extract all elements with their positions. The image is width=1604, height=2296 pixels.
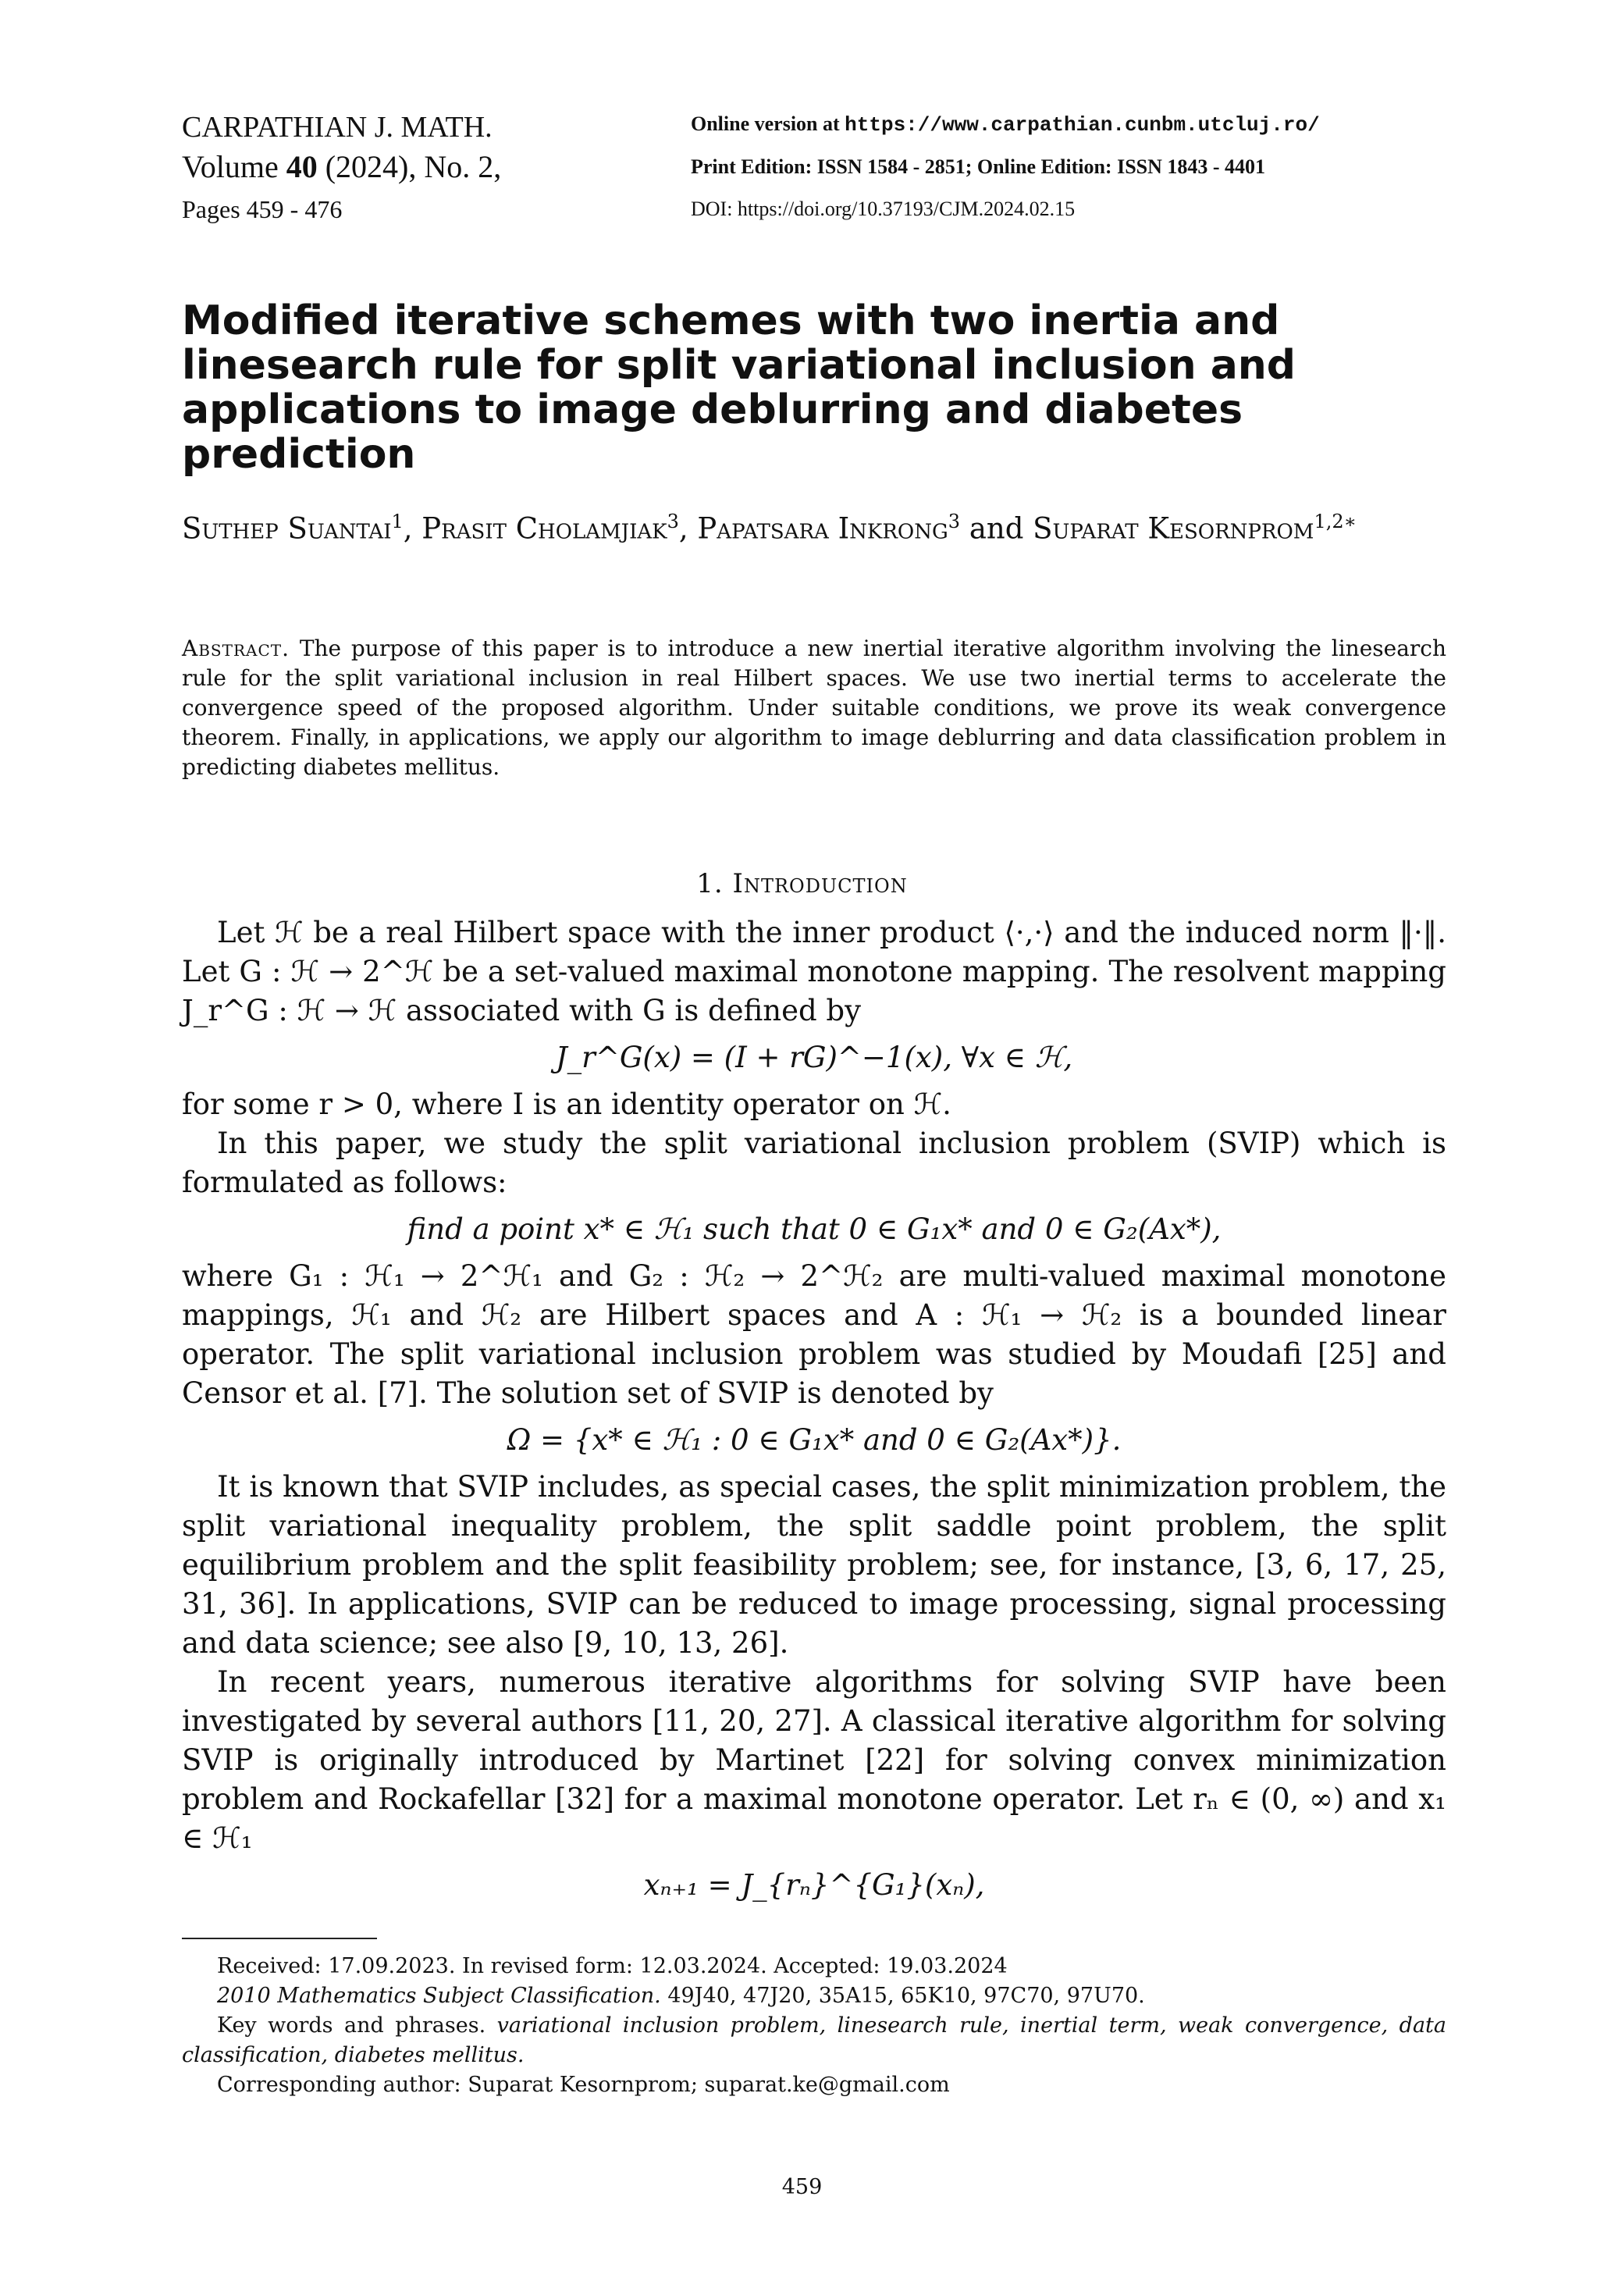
keywords: Key words and phrases. variational inclusion problem, linesearch rule, inertial term, weak convergence, data classification, diabetes mellitus.: [182, 2013, 1447, 2067]
section-heading: 1. Introduction: [696, 868, 908, 899]
equation: Ω = {x* ∈ ℋ₁ : 0 ∈ G₁x* and 0 ∈ G₂(Ax*)}.: [507, 1423, 1122, 1457]
print-edition: Print Edition: ISSN 1584 - 2851; Online Edition: ISSN 1843 - 4401: [691, 155, 1266, 178]
author-name: Prasit Cholamjiak: [421, 511, 667, 546]
online-version: Online version at https://www.carpathian.cunbm.utcluj.ro/: [691, 112, 1320, 137]
paragraph: In recent years, numerous iterative algorithms for solving SVIP have been investigated by several authors [11, 20, 27]. A classical iterative algorithm for solving SVIP is originally introduced by Martinet [22] for solving convex minimization problem and Rockafellar [32] for a maximal monotone operator. Let rₙ ∈ (0, ∞) and x₁ ∈ ℋ₁: [182, 1665, 1446, 1855]
paragraph: It is known that SVIP includes, as special cases, the split minimization problem, the split variational inequality problem, the split saddle point problem, the split equilibrium problem and the split feasibility problem; see, for instance, [3, 6, 17, 25, 31, 36]. In applications, SVIP can be reduced to image processing, signal processing and data science; see also [9, 10, 13, 26].: [182, 1470, 1446, 1660]
abstract-label: Abstract.: [182, 635, 290, 661]
author-name: Suthep Suantai: [182, 511, 392, 546]
corresponding-author: Corresponding author: Suparat Kesornprom; suparat.ke@gmail.com: [217, 2073, 950, 2097]
pages-line: Pages 459 - 476: [182, 194, 343, 223]
received-dates: Received: 17.09.2023. In revised form: 12.03.2024. Accepted: 19.03.2024: [217, 1954, 1008, 1978]
online-url-link[interactable]: https://www.carpathian.cunbm.utcluj.ro/: [845, 113, 1320, 137]
footnotes: [182, 1952, 1446, 2100]
volume-line: Volume 40 (2024), No. 2,: [182, 149, 502, 185]
paper-title: Modified iterative schemes with two inertia and linesearch rule for split variational inclusion and applications to image deblurring and diabetes prediction: [182, 297, 1296, 478]
author-name: Papatsara Inkrong: [697, 511, 948, 546]
page-number: 459: [781, 2175, 823, 2199]
author-list: Suthep Suantai$^1$, Prasit Cholamjiak$^3$, Papatsara Inkrong$^3$ and Suparat Kesornprom$^{1,2∗}$: [182, 511, 1357, 546]
equation: J_r^G(x) = (I + rG)^−1(x), ∀x ∈ ℋ,: [555, 1041, 1073, 1074]
journal-name: CARPATHIAN J. MATH.: [182, 111, 493, 144]
paragraph: where G₁ : ℋ₁ → 2^ℋ₁ and G₂ : ℋ₂ → 2^ℋ₂ are multi-valued maximal monotone mappings, ℋ₁ and ℋ₂ are Hilbert spaces and A : ℋ₁ → ℋ₂ is a bounded linear operator. The split variational inclusion problem was studied by Moudafi [25] and Censor et al. [7]. The solution set of SVIP is denoted by: [182, 1259, 1446, 1410]
body-text: [182, 913, 1446, 1913]
equation: find a point x* ∈ ℋ₁ such that 0 ∈ G₁x* and 0 ∈ G₂(Ax*),: [407, 1212, 1222, 1246]
abstract: [182, 634, 1446, 782]
paragraph: for some r > 0, where I is an identity operator on ℋ.: [182, 1087, 951, 1121]
journal-header: [182, 108, 619, 226]
msc-classification: 2010 Mathematics Subject Classification. 49J40, 47J20, 35A15, 65K10, 97C70, 97U70.: [217, 1984, 1145, 2008]
footnote-divider: [182, 1938, 377, 1939]
paragraph: Let ℋ be a real Hilbert space with the inner product ⟨·,·⟩ and the induced norm ‖·‖. Let G : ℋ → 2^ℋ be a set-valued maximal monotone mapping. The resolvent mapping J_r^G : ℋ → ℋ associated with G is defined by: [182, 916, 1446, 1027]
paragraph: In this paper, we study the split variational inclusion problem (SVIP) which is formulated as follows:: [182, 1127, 1446, 1199]
abstract-text: The purpose of this paper is to introduce a new inertial iterative algorithm involving the linesearch rule for the split variational inclusion in real Hilbert spaces. We use two inertial terms to accelerate the convergence speed of the proposed algorithm. Under suitable conditions, we prove its weak convergence theorem. Finally, in applications, we apply our algorithm to image deblurring and data classification problem in predicting diabetes mellitus.: [182, 635, 1446, 780]
author-name: Suparat Kesornprom: [1033, 511, 1314, 546]
equation: xₙ₊₁ = J_{rₙ}^{G₁}(xₙ),: [643, 1868, 985, 1902]
publication-info: [691, 114, 1471, 241]
doi-link[interactable]: DOI: https://doi.org/10.37193/CJM.2024.02.15: [691, 198, 1076, 220]
